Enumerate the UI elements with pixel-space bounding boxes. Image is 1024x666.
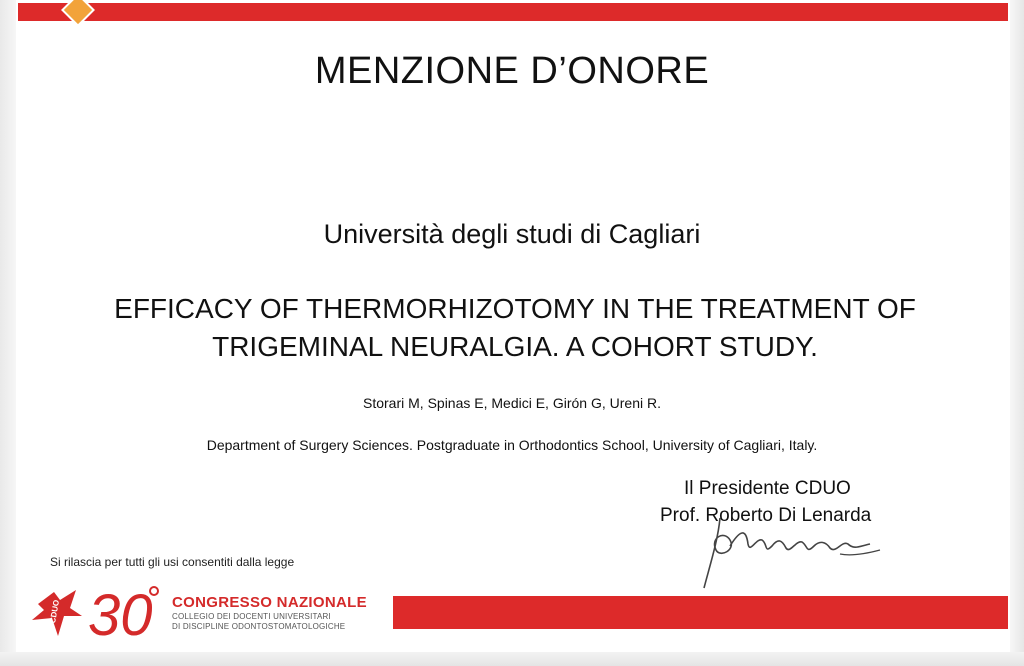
logo-number: 30: [88, 583, 153, 641]
thirtieth-edition-logo: [88, 583, 168, 641]
page-edge-left: [0, 0, 16, 666]
paper-title-line-1: EFFICACY OF THERMORHIZOTOMY IN THE TREATMENT OF: [114, 293, 916, 324]
handwritten-signature-icon: [690, 510, 890, 590]
legal-note: Si rilascia per tutti gli usi consentiti dalla legge: [50, 555, 295, 569]
congress-subtitle-line-2: DI DISCIPLINE ODONTOSTOMATOLOGICHE: [172, 622, 346, 631]
page-edge-bottom: [0, 652, 1024, 666]
president-role: Il Presidente CDUO: [684, 478, 851, 499]
top-red-band: [18, 3, 1008, 21]
authors-list: Storari M, Spinas E, Medici E, Girón G, Ureni R.: [363, 395, 661, 411]
paper-title: [30, 290, 1000, 366]
paper-title-line-2: TRIGEMINAL NEURALGIA. A COHORT STUDY.: [212, 331, 818, 362]
cduo-tooth-logo-icon: [30, 582, 85, 640]
certificate-title: MENZIONE D’ONORE: [314, 50, 710, 92]
department-affiliation: Department of Surgery Sciences. Postgraduate in Orthodontics School, University of Cagliari, Italy.: [206, 437, 818, 453]
university-name: Università degli studi di Cagliari: [323, 219, 701, 249]
congress-title: CONGRESSO NAZIONALE: [172, 594, 367, 611]
congress-subtitle-line-1: COLLEGIO DEI DOCENTI UNIVERSITARI: [172, 612, 331, 621]
logo-mark-text: CDUO: [48, 599, 62, 624]
president-name: Prof. Roberto Di Lenarda: [660, 505, 872, 526]
page-edge-right: [1010, 0, 1024, 666]
bottom-red-band: [393, 596, 1008, 629]
